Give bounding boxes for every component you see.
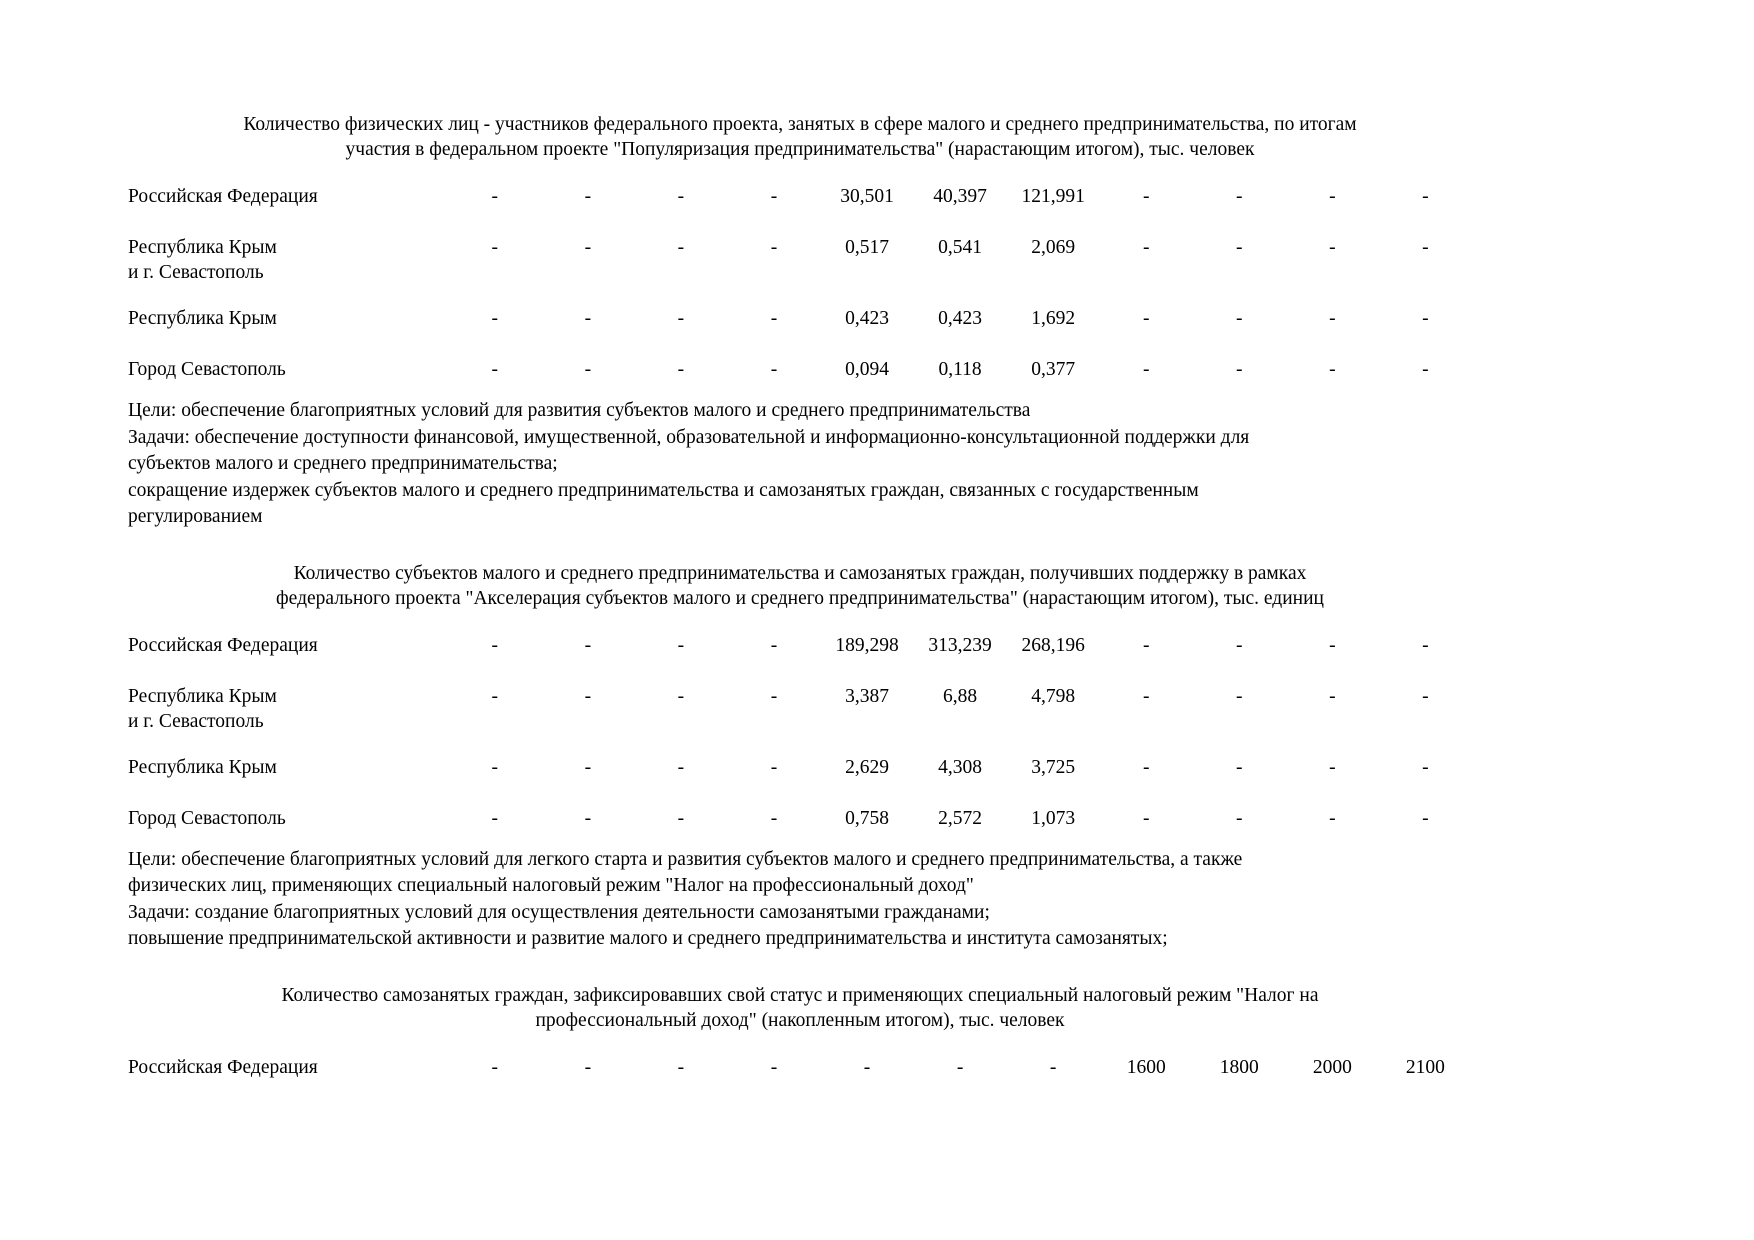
cell-value: - <box>491 807 499 829</box>
cell-value: - <box>491 237 499 258</box>
cell-value: - <box>491 186 499 207</box>
row-region-line-1: Город Севастополь <box>128 807 286 829</box>
spacer <box>128 1033 1472 1055</box>
goals-line: физических лиц, применяющих специальный налоговый режим "Налог на профессиональный доход" <box>128 875 974 896</box>
table-row <box>128 184 1472 211</box>
cell-value: - <box>770 807 778 829</box>
cell-value: 0,758 <box>845 807 889 829</box>
cell-value: 6,88 <box>943 685 978 707</box>
cell-value: - <box>1422 756 1429 778</box>
row-region <box>128 184 448 211</box>
row-region-line-1: Российская Федерация <box>128 634 318 656</box>
cell-value: - <box>677 634 685 656</box>
cell-value: 1800 <box>1219 1056 1259 1078</box>
cell-value: 2000 <box>1312 1056 1352 1078</box>
section-popularizaciya <box>128 112 1472 531</box>
goals-block <box>128 847 1472 953</box>
cell-value: - <box>1236 359 1243 380</box>
cell-value: - <box>863 1056 871 1078</box>
cell-value: - <box>491 685 499 707</box>
cell-value: - <box>677 186 685 207</box>
cell-value: - <box>677 685 685 707</box>
row-region-line-1: Республика Крым <box>128 237 277 258</box>
table-row <box>128 1055 1472 1082</box>
spacer <box>128 611 1472 633</box>
document-content <box>128 112 1472 1082</box>
cell-value: - <box>1329 756 1336 778</box>
cell-value: - <box>1142 308 1150 329</box>
section-title <box>128 561 1472 611</box>
cell-value: - <box>770 685 778 707</box>
cell-value: 313,239 <box>928 634 992 656</box>
data-table-popularizaciya <box>128 184 1472 384</box>
table-row <box>128 357 1472 384</box>
cell-value: - <box>770 186 778 207</box>
section-samozanyatye <box>128 983 1472 1082</box>
cell-value: - <box>491 634 499 656</box>
cell-value: - <box>677 756 685 778</box>
cell-value: - <box>1142 807 1150 829</box>
cell-value: - <box>584 359 592 380</box>
cell-value: - <box>770 634 778 656</box>
cell-value: - <box>1422 807 1429 829</box>
cell-value: - <box>770 359 778 380</box>
cell-value: 4,798 <box>1031 685 1076 707</box>
cell-value: - <box>584 308 592 329</box>
cell-value: 0,423 <box>938 308 983 329</box>
spacer <box>128 953 1472 983</box>
goals-line: субъектов малого и среднего предпринимательства; <box>128 453 558 474</box>
cell-value: - <box>1329 308 1336 329</box>
row-region <box>128 684 448 734</box>
table-row <box>128 235 1472 285</box>
table-row <box>128 684 1472 734</box>
data-table-samozanyatye <box>128 1055 1472 1082</box>
cell-value: - <box>1236 308 1243 329</box>
section-title-line-1: Количество субъектов малого и среднего предпринимательства и самозанятых граждан, получивших поддержку в рамках <box>293 562 1307 584</box>
goals-block <box>128 398 1472 531</box>
section-title <box>128 112 1472 162</box>
row-region <box>128 806 448 833</box>
cell-value: 40,397 <box>933 186 987 207</box>
cell-value: - <box>770 237 778 258</box>
goals-line: Задачи: создание благоприятных условий для осуществления деятельности самозанятыми гражданами; <box>128 901 990 923</box>
cell-value: - <box>1236 685 1243 707</box>
table-row <box>128 806 1472 833</box>
cell-value: - <box>770 308 778 329</box>
spacer <box>128 833 1472 847</box>
row-region-line-1: Город Севастополь <box>128 359 286 380</box>
goals-line: Цели: обеспечение благоприятных условий для развития субъектов малого и среднего предпринимательства <box>128 400 1031 421</box>
cell-value: 2,069 <box>1031 237 1076 258</box>
cell-value: - <box>1422 359 1429 380</box>
cell-value: - <box>1422 237 1429 258</box>
cell-value: - <box>677 1056 685 1078</box>
cell-value: 2,629 <box>845 756 889 778</box>
cell-value: 0,423 <box>845 308 889 329</box>
row-region <box>128 1055 448 1082</box>
cell-value: 189,298 <box>835 634 899 656</box>
cell-value: - <box>1329 634 1336 656</box>
row-region-line-2: и г. Севастополь <box>128 262 264 283</box>
cell-value: - <box>1142 634 1150 656</box>
cell-value: - <box>1142 237 1150 258</box>
data-table-akseleraciya <box>128 633 1472 833</box>
cell-value: - <box>1142 359 1150 380</box>
row-spacer <box>128 333 1472 357</box>
cell-value: - <box>491 756 499 778</box>
cell-value: - <box>1329 186 1336 207</box>
cell-value: - <box>956 1056 964 1078</box>
cell-value: - <box>1236 634 1243 656</box>
cell-value: - <box>584 186 592 207</box>
table-row <box>128 755 1472 782</box>
cell-value: - <box>1422 186 1429 207</box>
cell-value: - <box>491 308 499 329</box>
row-region-line-1: Республика Крым <box>128 685 277 707</box>
cell-value: - <box>1142 756 1150 778</box>
goals-line: Цели: обеспечение благоприятных условий для легкого старта и развития субъектов малого и среднего предпринимательства, а также <box>128 848 1243 870</box>
cell-value: 3,387 <box>845 685 889 707</box>
row-region <box>128 755 448 782</box>
row-spacer <box>128 211 1472 235</box>
cell-value: - <box>1142 685 1150 707</box>
cell-value: - <box>1329 807 1336 829</box>
cell-value: 3,725 <box>1031 756 1076 778</box>
row-spacer <box>128 285 1472 306</box>
cell-value: - <box>1049 1056 1057 1078</box>
cell-value: - <box>1236 807 1243 829</box>
spacer <box>128 162 1472 184</box>
row-spacer <box>128 660 1472 684</box>
table-row <box>128 306 1472 333</box>
cell-value: - <box>584 807 592 829</box>
cell-value: 121,991 <box>1021 186 1085 207</box>
cell-value: 0,094 <box>845 359 889 380</box>
cell-value: - <box>677 807 685 829</box>
row-region <box>128 306 448 333</box>
spacer <box>128 531 1472 561</box>
row-region-line-1: Российская Федерация <box>128 1056 318 1078</box>
section-title-line-1: Количество физических лиц - участников федерального проекта, занятых в сфере малого и среднего предпринимательства, по итогам <box>243 114 1357 135</box>
cell-value: - <box>677 359 685 380</box>
cell-value: - <box>1142 186 1150 207</box>
cell-value: - <box>770 1056 778 1078</box>
section-title-line-2: участия в федеральном проекте "Популяризация предпринимательства" (нарастающим итогом), тыс. человек <box>345 139 1255 160</box>
section-title-line-2: федерального проекта "Акселерация субъектов малого и среднего предпринимательства" (нарастающим итогом), тыс. единиц <box>276 587 1324 609</box>
goals-line: Задачи: обеспечение доступности финансовой, имущественной, образовательной и информационно-консультационной поддержки для <box>128 426 1250 448</box>
row-spacer <box>128 782 1472 806</box>
row-region-line-1: Республика Крым <box>128 756 277 778</box>
row-region-line-1: Российская Федерация <box>128 186 318 207</box>
cell-value: - <box>1236 186 1243 207</box>
section-title-line-2: профессиональный доход" (накопленным итогом), тыс. человек <box>535 1009 1065 1031</box>
cell-value: - <box>1236 756 1243 778</box>
cell-value: - <box>1329 359 1336 380</box>
cell-value: 0,541 <box>938 237 983 258</box>
row-region-line-1: Республика Крым <box>128 308 277 329</box>
cell-value: - <box>1422 685 1429 707</box>
cell-value: 1,073 <box>1031 807 1076 829</box>
row-region <box>128 235 448 285</box>
cell-value: - <box>584 756 592 778</box>
goals-line: сокращение издержек субъектов малого и среднего предпринимательства и самозанятых граждан, связанных с государственным <box>128 479 1199 501</box>
cell-value: - <box>1329 685 1336 707</box>
section-title-line-1: Количество самозанятых граждан, зафиксировавших свой статус и применяющих специальный налоговый режим "Налог на <box>281 984 1319 1006</box>
cell-value: - <box>770 756 778 778</box>
row-region <box>128 357 448 384</box>
spacer <box>128 384 1472 398</box>
cell-value: 2100 <box>1405 1056 1445 1078</box>
cell-value: 4,308 <box>938 756 983 778</box>
cell-value: - <box>584 634 592 656</box>
goals-line: регулированием <box>128 506 263 527</box>
cell-value: - <box>491 359 499 380</box>
section-akseleraciya <box>128 561 1472 953</box>
cell-value: 30,501 <box>840 186 894 207</box>
cell-value: - <box>677 308 685 329</box>
row-region-line-2: и г. Севастополь <box>128 710 264 732</box>
goals-line: повышение предпринимательской активности и развитие малого и среднего предпринимательства и института самозанятых; <box>128 928 1168 949</box>
cell-value: - <box>584 1056 592 1078</box>
cell-value: - <box>1236 237 1243 258</box>
row-spacer <box>128 734 1472 755</box>
cell-value: 0,377 <box>1031 359 1076 380</box>
cell-value: - <box>677 237 685 258</box>
row-region <box>128 633 448 660</box>
cell-value: 268,196 <box>1021 634 1085 656</box>
cell-value: - <box>584 685 592 707</box>
cell-value: - <box>584 237 592 258</box>
cell-value: 0,118 <box>938 359 982 380</box>
table-row <box>128 633 1472 660</box>
section-title <box>128 983 1472 1033</box>
cell-value: - <box>1422 308 1429 329</box>
cell-value: - <box>1329 237 1336 258</box>
cell-value: 0,517 <box>845 237 889 258</box>
cell-value: - <box>491 1056 499 1078</box>
cell-value: 1600 <box>1126 1056 1166 1078</box>
cell-value: 2,572 <box>938 807 983 829</box>
cell-value: - <box>1422 634 1429 656</box>
cell-value: 1,692 <box>1031 308 1076 329</box>
